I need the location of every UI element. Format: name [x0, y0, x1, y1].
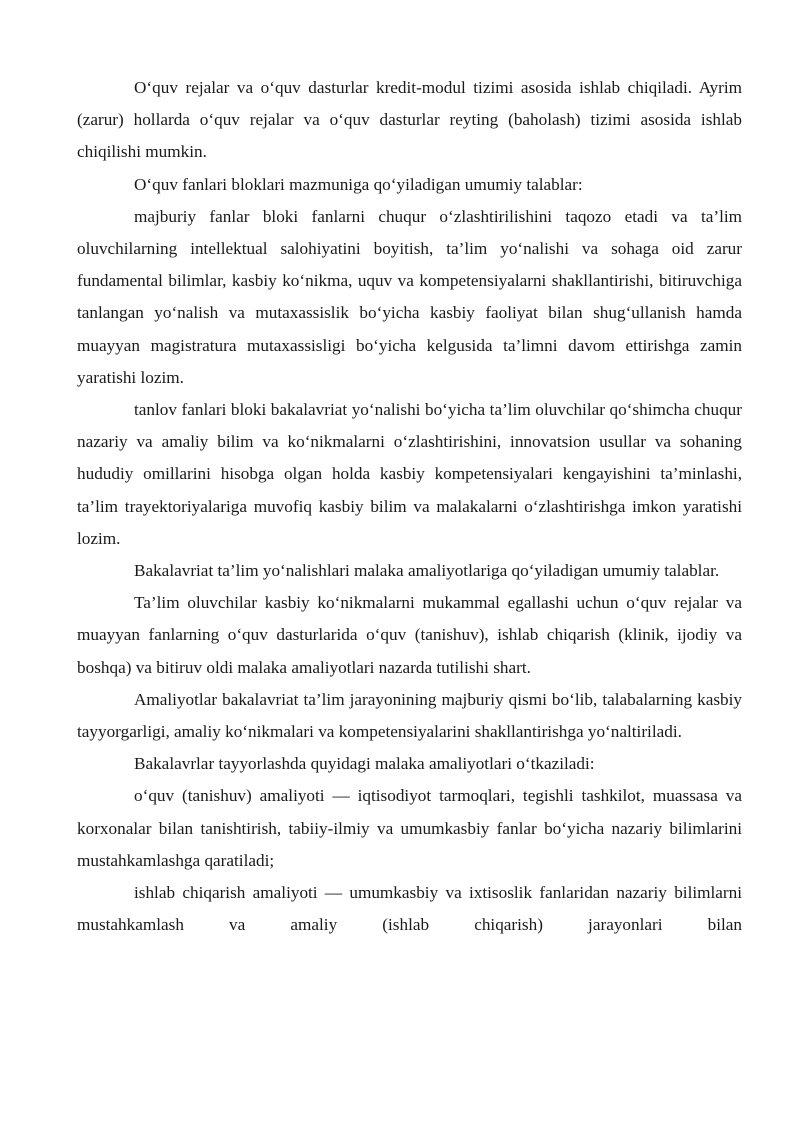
paragraph-production-practice: ishlab chiqarish amaliyoti — umumkasbiy va ixtisoslik fanlaridan nazariy bilimlarni mustahkamlash va amaliy (ishlab chiqarish) jarayonlari bilan — [77, 883, 742, 935]
paragraph-subject-blocks-requirements: O‘quv fanlari bloklari mazmuniga qo‘yiladigan umumiy talablar: — [134, 174, 583, 194]
paragraph-mandatory-block: majburiy fanlar bloki fanlarni chuqur o‘zlashtirilishini taqozo etadi va ta’lim oluvchilarning intellektual salohiyatini boyitish, ta’lim yo‘nalishi va sohaga oid zarur fundamental bilimlar, kasbiy ko‘nikma, uquv va kompetensiyalarni shakllantirishi, bitiruvchiga tanlangan yo‘nalish va mutaxassislik bo‘yicha kasbiy faoliyat bilan shug‘ullanish hamda muayyan magistratura mutaxassisligi bo‘yicha kelgusida ta’limni davom ettirishga zamin yaratishi lozim. — [77, 206, 742, 387]
paragraph-practice-requirements: Bakalavriat ta’lim yo‘nalishlari malaka amaliyotlariga qo‘yiladigan umumiy talablar. — [134, 561, 720, 581]
paragraph-practice-mandatory: Amaliyotlar bakalavriat ta’lim jarayonining majburiy qismi bo‘lib, talabalarning kasbiy tayyorgarligi, amaliy ko‘nikmalari va kompetensiyalarini shakllantirishga yo‘naltiriladi. — [77, 689, 742, 742]
document-page — [77, 72, 742, 941]
paragraph-introductory-practice: o‘quv (tanishuv) amaliyoti — iqtisodiyot tarmoqlari, tegishli tashkilot, muassasa va korxonalar bilan tanishtirish, tabiiy-ilmiy va umumkasbiy fanlar bo‘yicha nazariy bilimlarini mustahkamlashga qaratiladi; — [77, 786, 742, 870]
paragraph-practice-types-intro: Bakalavrlar tayyorlashda quyidagi malaka amaliyotlari o‘tkaziladi: — [134, 754, 595, 774]
paragraph-elective-block: tanlov fanlari bloki bakalavriat yo‘nalishi bo‘yicha ta’lim oluvchilar qo‘shimcha chuqur nazariy va amaliy bilim va ko‘nikmalarni o‘zlashtirishini, innovatsion usullar va sohaning hududiy omillarini hisobga olgan holda kasbiy kompetensiyalari kengayishini ta’minlashi, ta’lim trayektoriyalariga muvofiq kasbiy bilim va malakalarni o‘zlashtirishga imkon yaratishi lozim. — [77, 400, 742, 548]
paragraph-professional-skills: Ta’lim oluvchilar kasbiy ko‘nikmalarni mukammal egallashi uchun o‘quv rejalar va muayyan fanlarning o‘quv dasturlarida o‘quv (tanishuv), ishlab chiqarish (klinik, ijodiy va boshqa) va bitiruv oldi malaka amaliyotlari nazarda tutilishi shart. — [77, 593, 742, 677]
paragraph-curriculum-credit-module: O‘quv rejalar va o‘quv dasturlar kredit-modul tizimi asosida ishlab chiqiladi. Ayrim (zarur) hollarda o‘quv rejalar va o‘quv dasturlar reyting (baholash) tizimi asosida ishlab chiqilishi mumkin. — [77, 78, 742, 162]
